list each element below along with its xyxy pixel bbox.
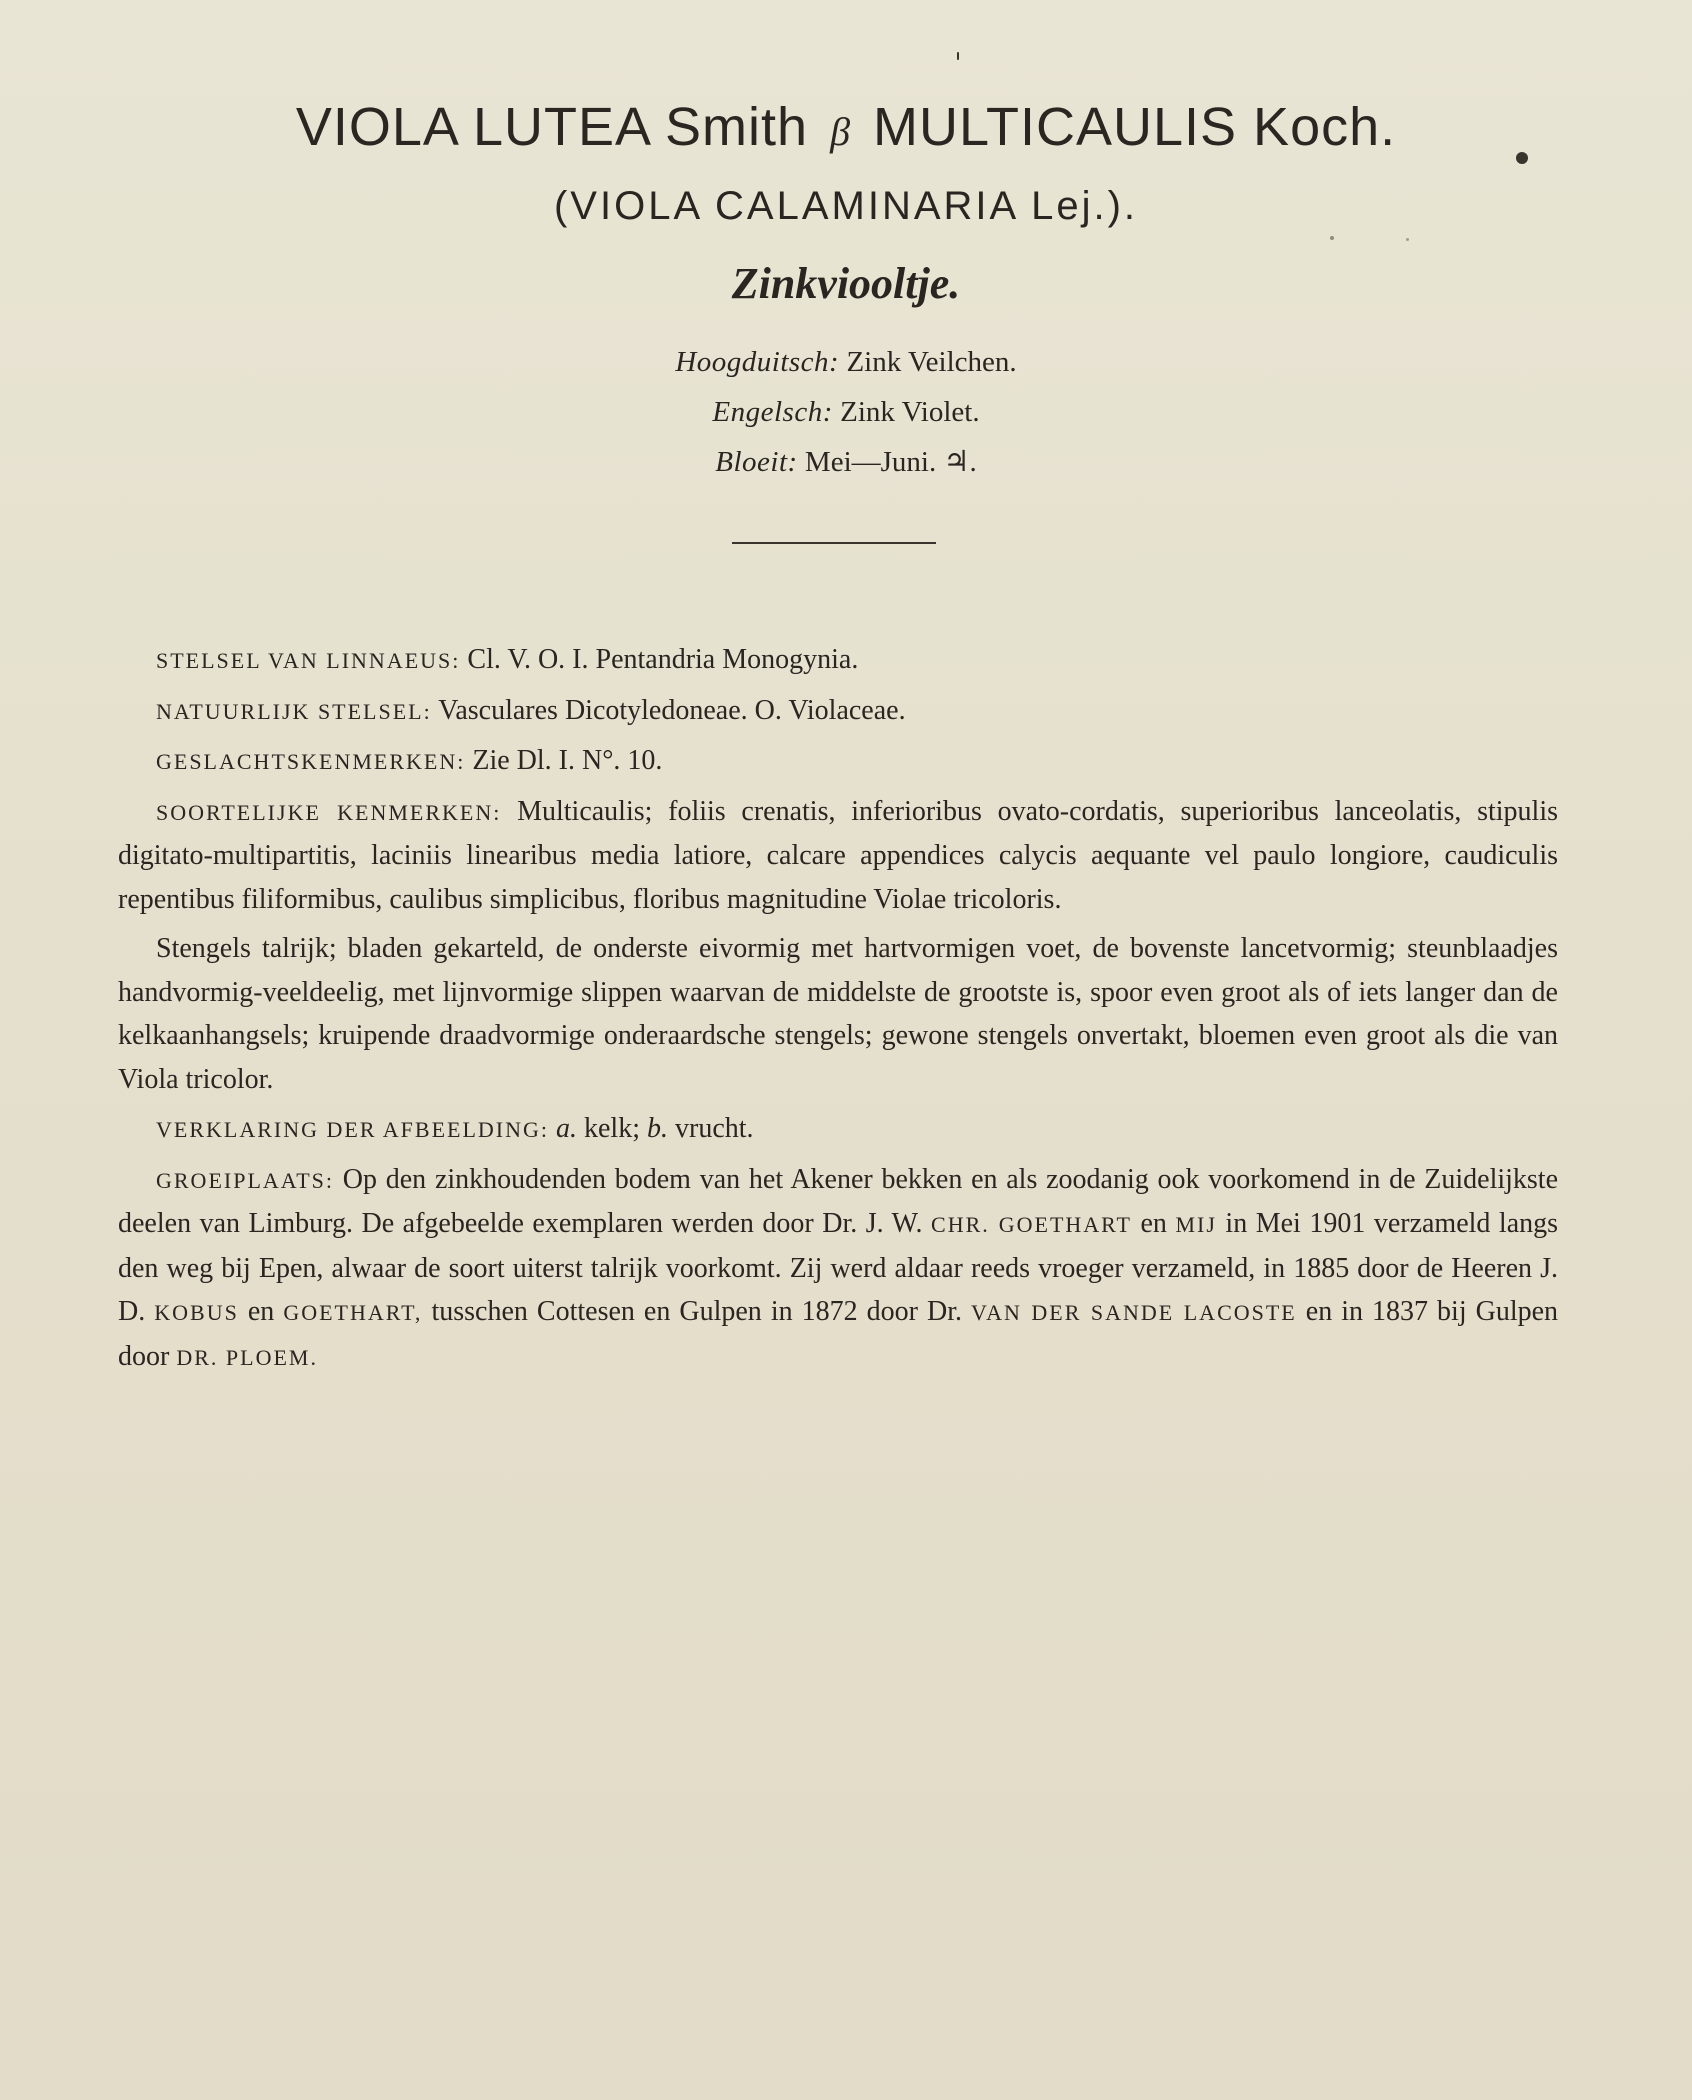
name-value: Mei—Juni. ♃. — [804, 446, 977, 478]
common-names — [0, 337, 1692, 487]
habitat-text: en in 1837 bij Gulpen door — [118, 1296, 1559, 1372]
section-label: GESLACHTSKENMERKEN: — [156, 749, 466, 774]
species-name: VIOLA LUTEA Smith — [295, 97, 809, 157]
habitat-text: in Mei 1901 verzameld langs den weg bij Epen, alwaar de soort uiterst talrijk voorkomt. Zij werd aldaar reeds vroeger verzameld, in 1885 door de Heeren J. D. — [118, 1208, 1559, 1327]
name-row-flowering — [0, 437, 1692, 487]
paragraph-species-characters — [118, 790, 1558, 922]
paragraph-genus-characters — [118, 739, 1558, 784]
habitat-text: en — [1140, 1208, 1167, 1239]
paragraph-habitat — [118, 1158, 1558, 1380]
person-name: DR. PLOEM. — [176, 1344, 318, 1370]
name-label: Engelsch: — [712, 396, 833, 428]
section-label: STELSEL VAN LINNAEUS: — [156, 648, 461, 673]
figure-text-b: vrucht. — [675, 1113, 754, 1144]
section-text: Vasculares Dicotyledoneae. O. Violaceae. — [438, 694, 906, 726]
section-label: SOORTELIJKE KENMERKEN: — [156, 799, 502, 825]
name-label: Hoogduitsch: — [675, 346, 840, 378]
beta-symbol: β — [830, 109, 851, 154]
paragraph-figure-explanation — [118, 1107, 1558, 1152]
ink-speck — [1406, 238, 1409, 241]
section-text: Cl. V. O. I. Pentandria Monogynia. — [467, 644, 859, 675]
section-label: VERKLARING DER AFBEELDING: — [156, 1117, 549, 1142]
person-name: CHR. GOETHART — [931, 1212, 1132, 1237]
ink-speck — [957, 52, 959, 60]
name-row-german — [0, 337, 1692, 387]
person-name: MIJ — [1175, 1212, 1217, 1237]
habitat-text: en — [247, 1296, 275, 1327]
section-text: Zie Dl. I. N°. 10. — [472, 745, 663, 776]
section-text: Multicaulis; foliis crenatis, inferioribus ovato-cordatis, superioribus lanceolatis, stipulis digitato-multipartitis, laciniis linearibus media latiore, calcare appendices calycis aequante vel paulo longiore, caudiculis repentibus filiformibus, caulibus simplicibus, floribus magnitudine Violae tricoloris. — [118, 795, 1559, 915]
person-name: GOETHART, — [283, 1300, 423, 1325]
figure-letter-a: a. — [556, 1113, 577, 1144]
paragraph-linnaeus — [118, 638, 1558, 683]
ink-speck — [1330, 236, 1334, 240]
species-title — [0, 92, 1692, 167]
figure-letter-b: b. — [647, 1113, 668, 1144]
paragraph-description: Stengels talrijk; bladen gekarteld, de onderste eivormig met hartvormigen voet, de bovenste lancetvormig; steunblaadjes handvormig-veeldeelig, met lijnvormige slippen waarvan de middelste de grootste is, spoor even groot als of iets langer dan de kelkaanhangsels; kruipende draadvormige onderaardsche stengels; gewone stengels onvertakt, bloemen even groot als die van Viola tricolor. — [118, 933, 1558, 1095]
dutch-name: Zinkviooltje. — [731, 259, 961, 308]
divider-rule — [732, 542, 936, 544]
habitat-text: Op den zinkhoudenden bodem van het Akener bekken en als zoodanig ook voorkomend in de Zuidelijkste deelen van Limburg. De afgebeelde exemplaren werden door Dr. J. W. — [118, 1163, 1559, 1239]
person-name: VAN DER SANDE LACOSTE — [971, 1300, 1297, 1325]
name-label: Bloeit: — [715, 446, 798, 478]
figure-text-a: kelk; — [584, 1113, 640, 1144]
section-label: NATUURLIJK STELSEL: — [156, 698, 432, 724]
name-value: Zink Veilchen. — [846, 346, 1017, 378]
section-label: GROEIPLAATS: — [156, 1167, 335, 1193]
paragraph-natural-system — [118, 689, 1558, 734]
ink-speck — [1516, 152, 1528, 164]
name-row-english — [0, 387, 1692, 437]
person-name: KOBUS — [154, 1300, 239, 1325]
name-value: Zink Violet. — [840, 396, 980, 428]
habitat-text: tusschen Cottesen en Gulpen in 1872 door Dr. — [431, 1296, 962, 1327]
synonym-title: (VIOLA CALAMINARIA Lej.). — [553, 184, 1139, 228]
variety-name: MULTICAULIS Koch. — [873, 97, 1397, 157]
main-text — [118, 638, 1558, 1385]
